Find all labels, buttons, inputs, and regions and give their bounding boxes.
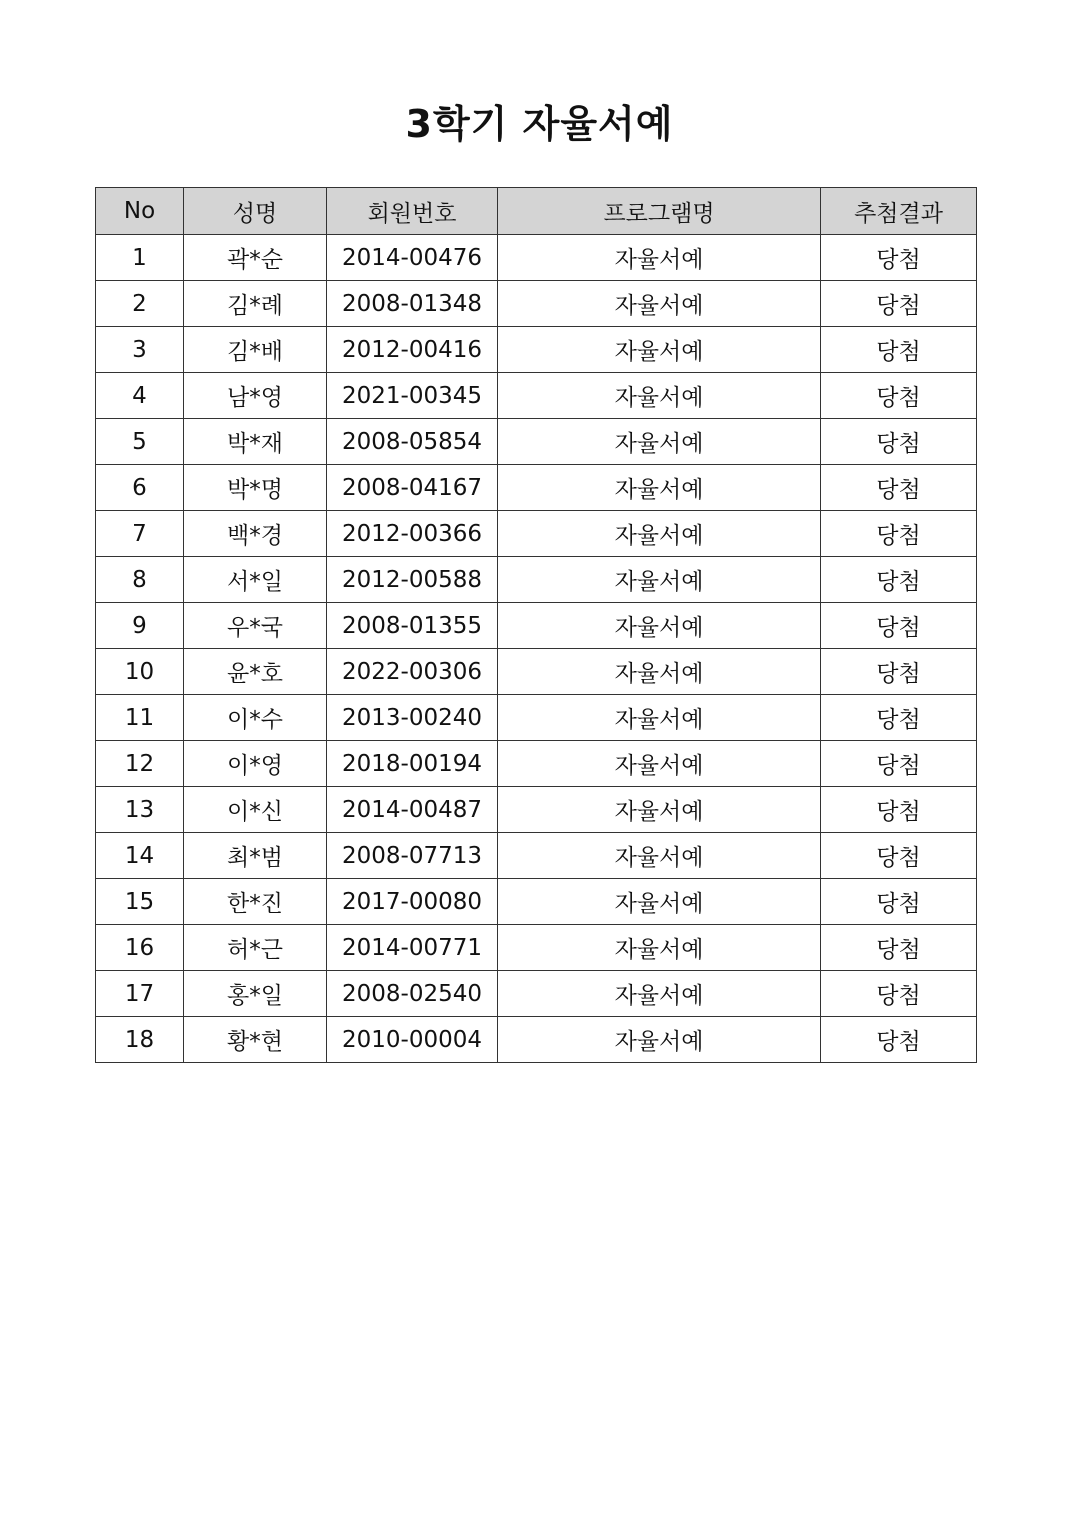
cell-name: 김*례 (184, 281, 327, 327)
cell-member-id: 2022-00306 (327, 649, 498, 695)
cell-member-id: 2012-00416 (327, 327, 498, 373)
table-row (96, 971, 977, 1017)
cell-no: 4 (96, 373, 184, 419)
cell-result: 당첨 (821, 557, 977, 603)
cell-program: 자율서예 (498, 465, 821, 511)
cell-result: 당첨 (821, 1017, 977, 1063)
cell-name: 허*근 (184, 925, 327, 971)
cell-member-id: 2010-00004 (327, 1017, 498, 1063)
cell-member-id: 2008-01348 (327, 281, 498, 327)
cell-member-id: 2012-00588 (327, 557, 498, 603)
cell-no: 3 (96, 327, 184, 373)
table-row (96, 879, 977, 925)
cell-result: 당첨 (821, 419, 977, 465)
cell-member-id: 2021-00345 (327, 373, 498, 419)
lottery-result-table (95, 187, 977, 1063)
cell-name: 서*일 (184, 557, 327, 603)
cell-member-id: 2018-00194 (327, 741, 498, 787)
cell-name: 황*현 (184, 1017, 327, 1063)
column-header-member-id: 회원번호 (327, 188, 498, 235)
cell-member-id: 2008-02540 (327, 971, 498, 1017)
cell-no: 2 (96, 281, 184, 327)
table-row (96, 465, 977, 511)
cell-member-id: 2008-07713 (327, 833, 498, 879)
cell-no: 11 (96, 695, 184, 741)
cell-no: 16 (96, 925, 184, 971)
cell-name: 백*경 (184, 511, 327, 557)
cell-program: 자율서예 (498, 419, 821, 465)
cell-name: 이*수 (184, 695, 327, 741)
cell-result: 당첨 (821, 603, 977, 649)
cell-program: 자율서예 (498, 373, 821, 419)
cell-member-id: 2014-00771 (327, 925, 498, 971)
cell-program: 자율서예 (498, 511, 821, 557)
table-row (96, 787, 977, 833)
cell-name: 박*재 (184, 419, 327, 465)
cell-member-id: 2013-00240 (327, 695, 498, 741)
cell-program: 자율서예 (498, 235, 821, 281)
cell-name: 이*영 (184, 741, 327, 787)
cell-name: 홍*일 (184, 971, 327, 1017)
cell-result: 당첨 (821, 741, 977, 787)
table-header-row (96, 188, 977, 235)
table-row (96, 649, 977, 695)
table-row (96, 741, 977, 787)
cell-result: 당첨 (821, 787, 977, 833)
cell-no: 7 (96, 511, 184, 557)
cell-name: 박*명 (184, 465, 327, 511)
table-row (96, 833, 977, 879)
cell-name: 우*국 (184, 603, 327, 649)
cell-program: 자율서예 (498, 833, 821, 879)
cell-no: 8 (96, 557, 184, 603)
cell-result: 당첨 (821, 235, 977, 281)
cell-result: 당첨 (821, 695, 977, 741)
cell-name: 최*범 (184, 833, 327, 879)
cell-program: 자율서예 (498, 327, 821, 373)
cell-name: 이*신 (184, 787, 327, 833)
cell-program: 자율서예 (498, 281, 821, 327)
table-body (96, 235, 977, 1063)
cell-no: 15 (96, 879, 184, 925)
column-header-no: No (96, 188, 184, 235)
cell-program: 자율서예 (498, 787, 821, 833)
table-row (96, 603, 977, 649)
cell-result: 당첨 (821, 649, 977, 695)
cell-name: 남*영 (184, 373, 327, 419)
column-header-name: 성명 (184, 188, 327, 235)
table-row (96, 695, 977, 741)
cell-program: 자율서예 (498, 695, 821, 741)
cell-no: 12 (96, 741, 184, 787)
cell-result: 당첨 (821, 971, 977, 1017)
cell-member-id: 2008-05854 (327, 419, 498, 465)
cell-member-id: 2014-00476 (327, 235, 498, 281)
cell-no: 9 (96, 603, 184, 649)
cell-member-id: 2014-00487 (327, 787, 498, 833)
cell-member-id: 2008-01355 (327, 603, 498, 649)
cell-result: 당첨 (821, 327, 977, 373)
cell-result: 당첨 (821, 373, 977, 419)
table-row (96, 327, 977, 373)
cell-program: 자율서예 (498, 649, 821, 695)
cell-no: 6 (96, 465, 184, 511)
cell-result: 당첨 (821, 879, 977, 925)
cell-name: 한*진 (184, 879, 327, 925)
cell-result: 당첨 (821, 511, 977, 557)
table-row (96, 235, 977, 281)
cell-no: 13 (96, 787, 184, 833)
table-row (96, 925, 977, 971)
cell-program: 자율서예 (498, 925, 821, 971)
cell-name: 김*배 (184, 327, 327, 373)
cell-program: 자율서예 (498, 971, 821, 1017)
table-row (96, 1017, 977, 1063)
cell-result: 당첨 (821, 465, 977, 511)
cell-no: 1 (96, 235, 184, 281)
cell-result: 당첨 (821, 833, 977, 879)
table-row (96, 511, 977, 557)
cell-program: 자율서예 (498, 603, 821, 649)
table-row (96, 557, 977, 603)
page-title: 3학기 자율서예 (405, 102, 674, 146)
cell-program: 자율서예 (498, 557, 821, 603)
cell-no: 10 (96, 649, 184, 695)
cell-no: 17 (96, 971, 184, 1017)
cell-result: 당첨 (821, 925, 977, 971)
cell-program: 자율서예 (498, 1017, 821, 1063)
cell-name: 윤*호 (184, 649, 327, 695)
cell-no: 5 (96, 419, 184, 465)
cell-name: 곽*순 (184, 235, 327, 281)
cell-member-id: 2017-00080 (327, 879, 498, 925)
table-row (96, 419, 977, 465)
cell-member-id: 2012-00366 (327, 511, 498, 557)
cell-member-id: 2008-04167 (327, 465, 498, 511)
cell-no: 14 (96, 833, 184, 879)
cell-program: 자율서예 (498, 879, 821, 925)
cell-no: 18 (96, 1017, 184, 1063)
column-header-result: 추첨결과 (821, 188, 977, 235)
cell-result: 당첨 (821, 281, 977, 327)
table-row (96, 281, 977, 327)
cell-program: 자율서예 (498, 741, 821, 787)
column-header-program: 프로그램명 (498, 188, 821, 235)
table-row (96, 373, 977, 419)
